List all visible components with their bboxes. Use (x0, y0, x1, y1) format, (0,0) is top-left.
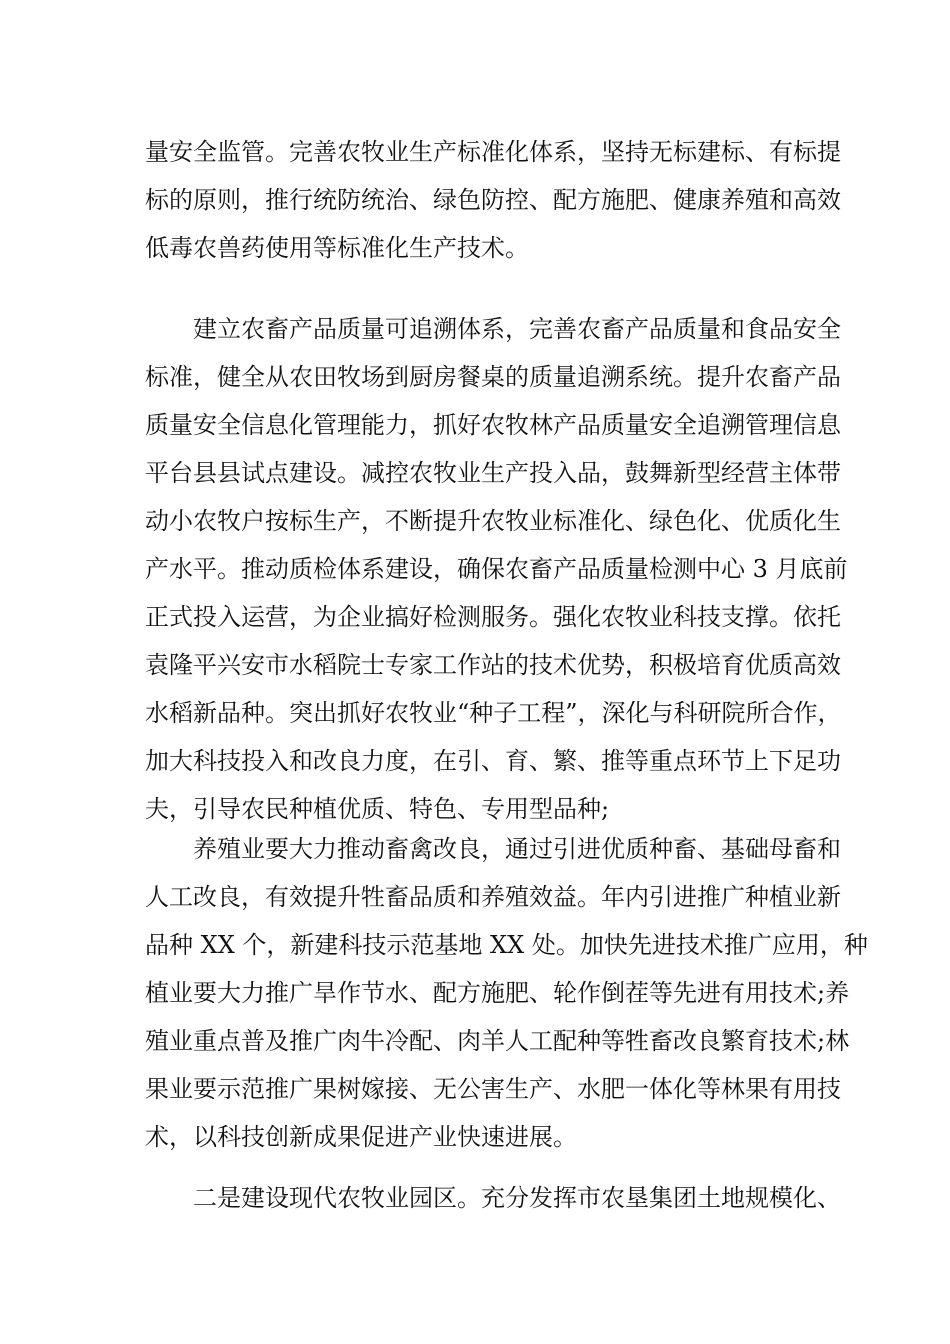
text-line: 二是建设现代农牧业园区。充分发挥市农垦集团土地规模化、 (193, 1184, 841, 1212)
text-line: 标准，健全从农田牧场到厨房餐桌的质量追溯系统。提升农畜产品 (145, 363, 841, 391)
text-line: 袁隆平兴安市水稻院士专家工作站的技术优势，积极培育优质高效 (145, 651, 841, 679)
text-line: 量安全监管。完善农牧业生产标准化体系，坚持无标建标、有标提 (145, 138, 841, 166)
text-line: 正式投入运营，为企业搞好检测服务。强化农牧业科技支撑。依托 (145, 603, 841, 631)
text-line: 加大科技投入和改良力度，在引、育、繁、推等重点环节上下足功 (145, 747, 841, 775)
text-line: 术，以科技创新成果促进产业快速进展。 (145, 1123, 577, 1151)
text-line: 水稻新品种。突出抓好农牧业“种子工程”，深化与科研院所合作， (145, 699, 842, 727)
text-line: 低毒农兽药使用等标准化生产技术。 (145, 234, 529, 262)
text-line: 殖业重点普及推广肉牛冷配、肉羊人工配种等牲畜改良繁育技术;林 (145, 1027, 850, 1055)
text-line: 产水平。推动质检体系建设，确保农畜产品质量检测中心 3 月底前 (145, 555, 848, 583)
text-line: 植业要大力推广旱作节水、配方施肥、轮作倒茬等先进有用技术;养 (145, 979, 850, 1007)
text-line: 建立农畜产品质量可追溯体系，完善农畜产品质量和食品安全 (193, 315, 841, 343)
text-line: 动小农牧户按标生产，不断提升农牧业标准化、绿色化、优质化生 (145, 507, 841, 535)
text-line: 果业要示范推广果树嫁接、无公害生产、水肥一体化等林果有用技 (145, 1075, 841, 1103)
text-line: 标的原则，推行统防统治、绿色防控、配方施肥、健康养殖和高效 (145, 186, 841, 214)
text-line: 品种 XX 个，新建科技示范基地 XX 处。加快先进技术推广应用，种 (145, 931, 868, 959)
text-line: 养殖业要大力推动畜禽改良，通过引进优质种畜、基础母畜和 (193, 835, 841, 863)
text-line: 人工改良，有效提升牲畜品质和养殖效益。年内引进推广种植业新 (145, 883, 841, 911)
text-line: 平台县县试点建设。减控农牧业生产投入品，鼓舞新型经营主体带 (145, 459, 841, 487)
text-line: 夫，引导农民种植优质、特色、专用型品种; (145, 795, 610, 823)
text-line: 质量安全信息化管理能力，抓好农牧林产品质量安全追溯管理信息 (145, 411, 841, 439)
